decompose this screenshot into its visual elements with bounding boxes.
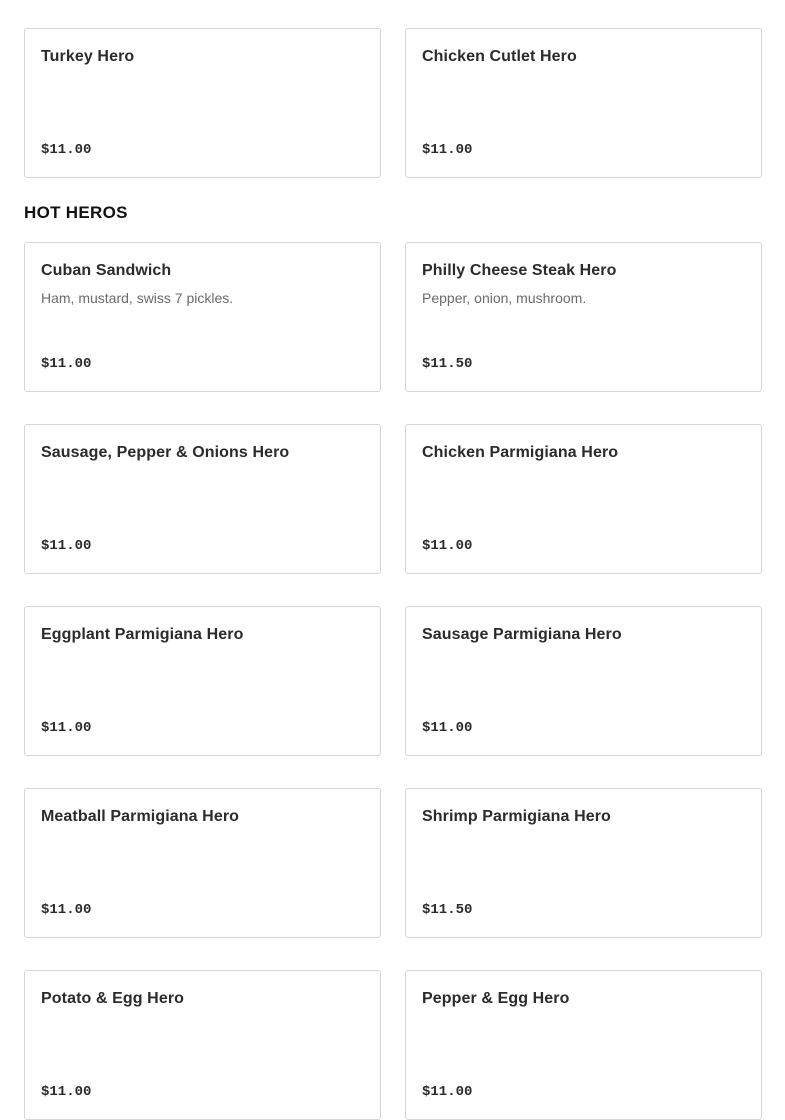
item-name: Eggplant Parmigiana Hero bbox=[41, 626, 244, 643]
menu-item-card[interactable] bbox=[24, 424, 381, 574]
item-price: $11.00 bbox=[41, 538, 92, 554]
menu-item-card[interactable] bbox=[24, 606, 381, 756]
section-heading: HOT HEROS bbox=[24, 203, 128, 222]
menu-item-card[interactable] bbox=[405, 788, 762, 938]
item-name: Sausage, Pepper & Onions Hero bbox=[41, 444, 290, 461]
item-name: Philly Cheese Steak Hero bbox=[422, 262, 617, 279]
menu-item-card[interactable] bbox=[24, 28, 381, 178]
menu-item-card[interactable] bbox=[405, 970, 762, 1120]
item-price: $11.00 bbox=[422, 538, 473, 554]
menu-item-card[interactable] bbox=[405, 242, 762, 392]
item-price: $11.00 bbox=[41, 356, 92, 372]
item-name: Turkey Hero bbox=[41, 48, 135, 65]
item-name: Meatball Parmigiana Hero bbox=[41, 808, 240, 825]
item-name: Shrimp Parmigiana Hero bbox=[422, 808, 611, 825]
item-name: Potato & Egg Hero bbox=[41, 990, 185, 1007]
item-price: $11.00 bbox=[41, 142, 92, 158]
menu-item-card[interactable] bbox=[24, 242, 381, 392]
item-price: $11.50 bbox=[422, 356, 473, 372]
item-name: Chicken Parmigiana Hero bbox=[422, 444, 619, 461]
item-description: Ham, mustard, swiss 7 pickles. bbox=[41, 290, 234, 306]
item-description: Pepper, onion, mushroom. bbox=[422, 290, 587, 306]
item-name: Pepper & Egg Hero bbox=[422, 990, 570, 1007]
item-price: $11.00 bbox=[422, 142, 473, 158]
item-name: Sausage Parmigiana Hero bbox=[422, 626, 622, 643]
item-price: $11.00 bbox=[41, 902, 92, 918]
item-price: $11.00 bbox=[422, 720, 473, 736]
item-name: Cuban Sandwich bbox=[41, 262, 172, 279]
menu-item-card[interactable] bbox=[24, 788, 381, 938]
item-price: $11.00 bbox=[41, 1084, 92, 1100]
menu-item-card[interactable] bbox=[405, 28, 762, 178]
menu-item-card[interactable] bbox=[405, 606, 762, 756]
item-price: $11.00 bbox=[422, 1084, 473, 1100]
menu-item-card[interactable] bbox=[405, 424, 762, 574]
item-price: $11.00 bbox=[41, 720, 92, 736]
menu-item-card[interactable] bbox=[24, 970, 381, 1120]
item-name: Chicken Cutlet Hero bbox=[422, 48, 577, 65]
item-price: $11.50 bbox=[422, 902, 473, 918]
